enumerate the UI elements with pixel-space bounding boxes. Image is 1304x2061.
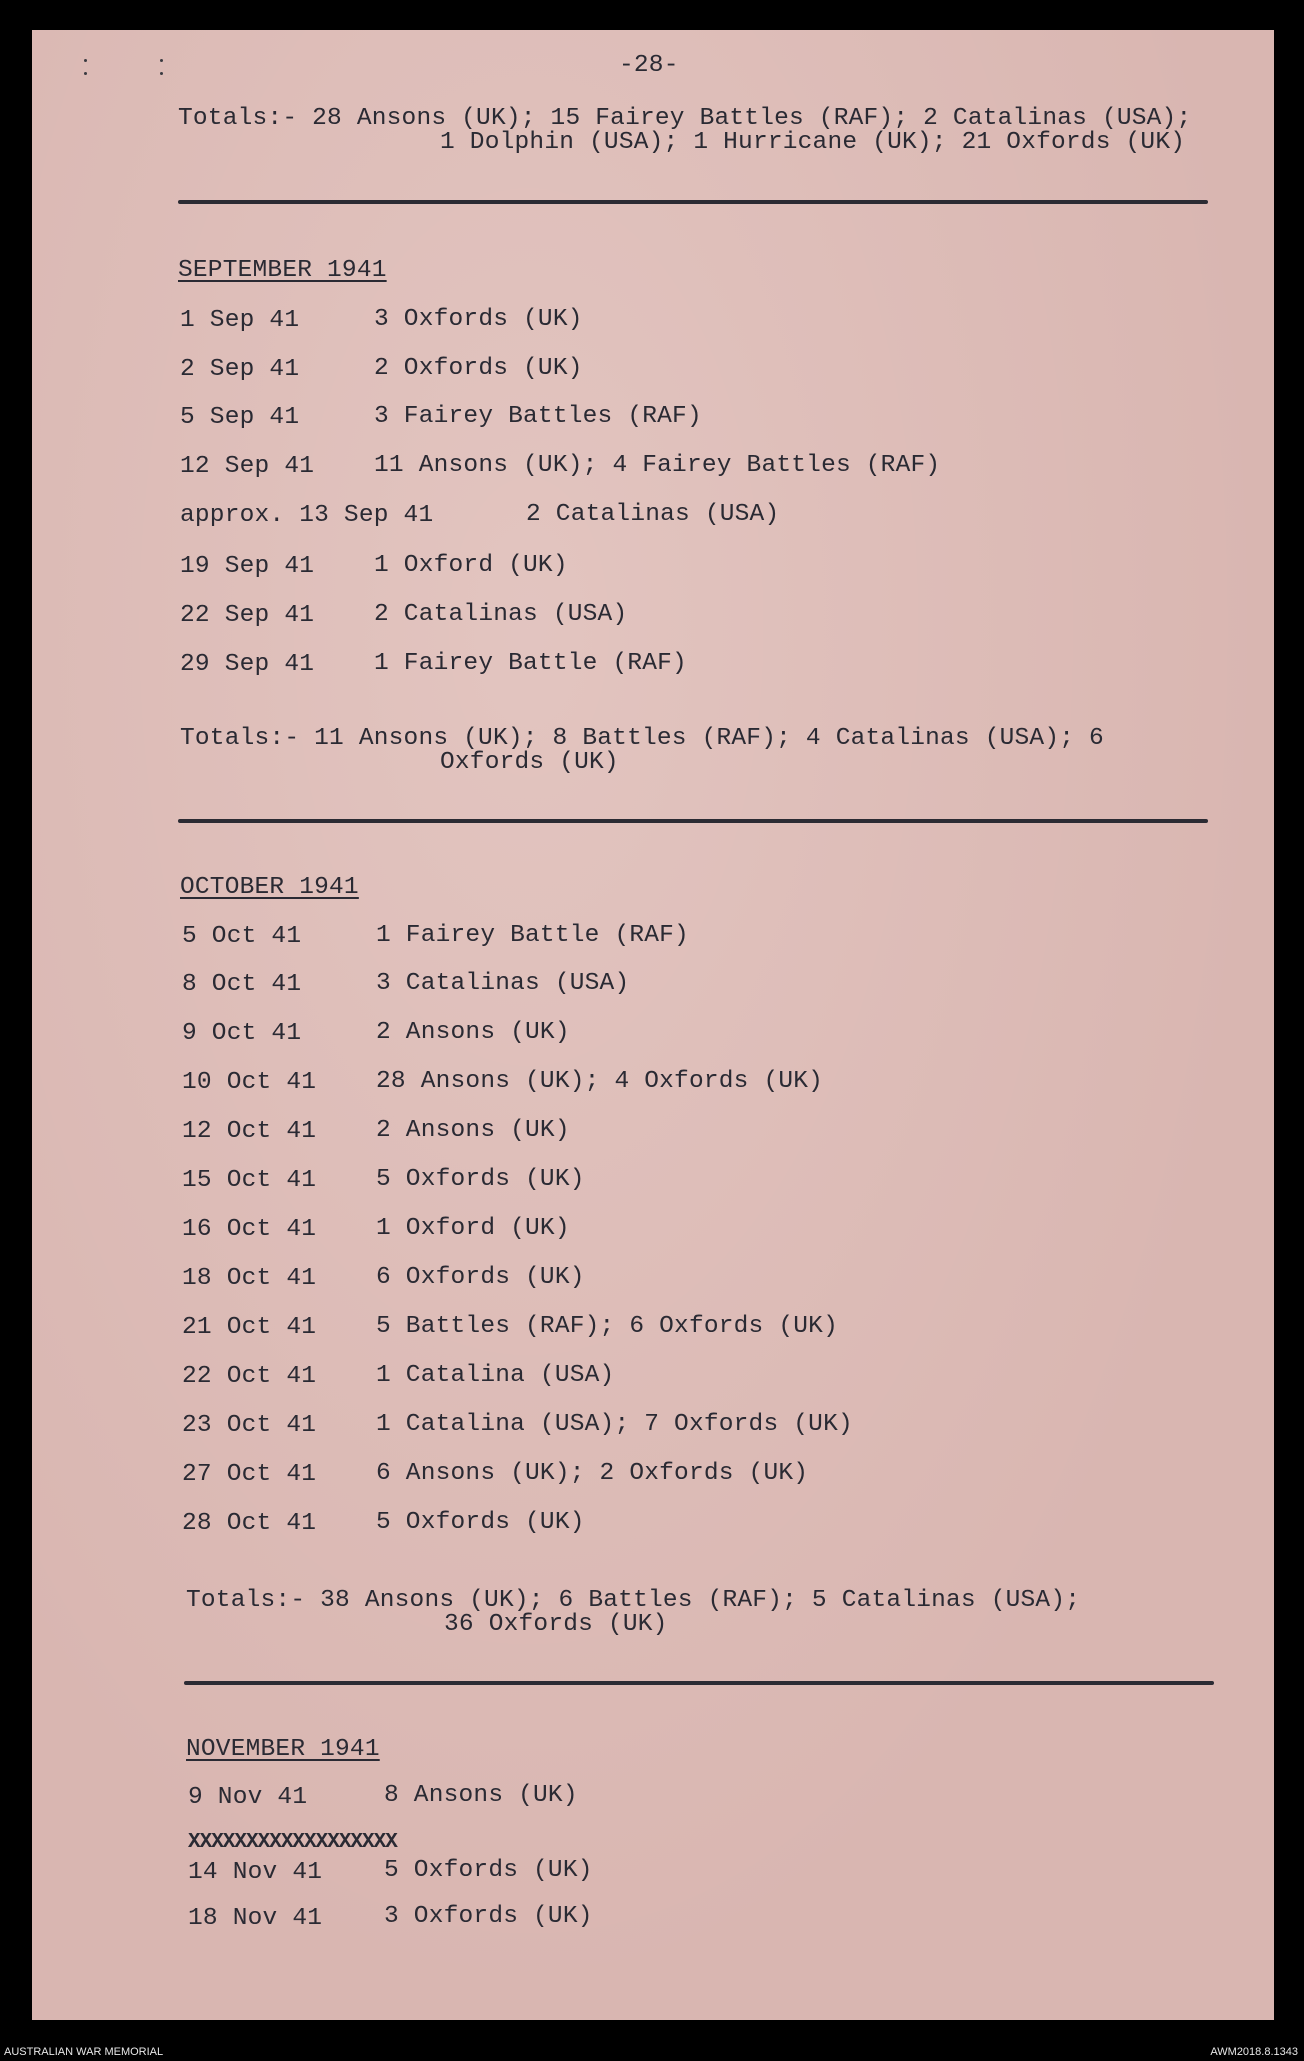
- entry-text: 1 Catalina (USA): [376, 1362, 615, 1389]
- punch-mark: [84, 72, 87, 75]
- entry-date: 8 Oct 41: [182, 971, 302, 998]
- entry-text: 1 Oxford (UK): [374, 552, 568, 579]
- entry-text: 1 Catalina (USA); 7 Oxfords (UK): [376, 1411, 853, 1438]
- punch-mark: [160, 59, 163, 62]
- entry-text: 3 Catalinas (USA): [376, 970, 630, 997]
- entry-date: 16 Oct 41: [182, 1216, 317, 1243]
- entry-date: 12 Sep 41: [180, 453, 315, 480]
- opening-totals-line-2: 1 Dolphin (USA); 1 Hurricane (UK); 21 Oxfords (UK): [440, 129, 1186, 156]
- entry-date: 2 Sep 41: [180, 356, 300, 383]
- entry-date: 18 Nov 41: [188, 1905, 323, 1932]
- entry-date: 29 Sep 41: [180, 651, 315, 678]
- entry-text: 5 Oxfords (UK): [384, 1857, 593, 1884]
- entry-text: 1 Fairey Battle (RAF): [376, 922, 689, 949]
- entry-text: 28 Ansons (UK); 4 Oxfords (UK): [376, 1068, 824, 1095]
- entry-date: 22 Oct 41: [182, 1363, 317, 1390]
- entry-date: 9 Nov 41: [188, 1784, 308, 1811]
- section-divider: [178, 200, 1208, 204]
- entry-date: 23 Oct 41: [182, 1412, 317, 1439]
- section-divider: [178, 819, 1208, 823]
- october-totals-line-2: 36 Oxfords (UK): [444, 1611, 668, 1638]
- section-heading-november: NOVEMBER 1941: [186, 1736, 380, 1763]
- entry-text: 2 Ansons (UK): [376, 1117, 570, 1144]
- entry-text: 3 Fairey Battles (RAF): [374, 403, 702, 430]
- entry-text: 5 Oxfords (UK): [376, 1166, 585, 1193]
- entry-date: 21 Oct 41: [182, 1314, 317, 1341]
- entry-text: 11 Ansons (UK); 4 Fairey Battles (RAF): [374, 452, 941, 479]
- page-number: -28-: [619, 52, 679, 79]
- entry-date: 18 Oct 41: [182, 1265, 317, 1292]
- entry-date: 14 Nov 41: [188, 1859, 323, 1886]
- entry-text: 5 Oxfords (UK): [376, 1509, 585, 1536]
- section-heading-september: SEPTEMBER 1941: [178, 257, 387, 284]
- september-totals-line-1: Totals:- 11 Ansons (UK); 8 Battles (RAF); 4 Catalinas (USA); 6: [180, 725, 1104, 752]
- entry-date: 9 Oct 41: [182, 1020, 302, 1047]
- entry-text: 1 Oxford (UK): [376, 1215, 570, 1242]
- entry-text: 2 Oxfords (UK): [374, 355, 583, 382]
- entry-text: 3 Oxfords (UK): [374, 306, 583, 333]
- entry-date: 27 Oct 41: [182, 1461, 317, 1488]
- entry-text: 2 Catalinas (USA): [526, 501, 780, 528]
- entry-date: approx. 13 Sep 41: [180, 502, 434, 529]
- entry-date: 28 Oct 41: [182, 1510, 317, 1537]
- archive-reference: AWM2018.8.1343: [1210, 2046, 1298, 2058]
- entry-date: 12 Oct 41: [182, 1118, 317, 1145]
- document-page: [32, 30, 1274, 2020]
- section-heading-october: OCTOBER 1941: [180, 874, 359, 901]
- struck-out-line: XXXXXXXXXXXXXXXXXX: [188, 1831, 397, 1854]
- entry-text: 2 Ansons (UK): [376, 1019, 570, 1046]
- october-totals-line-1: Totals:- 38 Ansons (UK); 6 Battles (RAF); 5 Catalinas (USA);: [186, 1587, 1081, 1614]
- entry-date: 19 Sep 41: [180, 553, 315, 580]
- entry-date: 1 Sep 41: [180, 307, 300, 334]
- entry-text: 5 Battles (RAF); 6 Oxfords (UK): [376, 1313, 838, 1340]
- entry-date: 10 Oct 41: [182, 1069, 317, 1096]
- punch-mark: [160, 72, 163, 75]
- entry-text: 6 Ansons (UK); 2 Oxfords (UK): [376, 1460, 809, 1487]
- entry-text: 1 Fairey Battle (RAF): [374, 650, 687, 677]
- entry-text: 2 Catalinas (USA): [374, 601, 628, 628]
- opening-totals-line-1: Totals:- 28 Ansons (UK); 15 Fairey Battles (RAF); 2 Catalinas (USA);: [178, 105, 1192, 132]
- archive-credit: AUSTRALIAN WAR MEMORIAL: [4, 2046, 164, 2058]
- entry-text: 6 Oxfords (UK): [376, 1264, 585, 1291]
- entry-date: 22 Sep 41: [180, 602, 315, 629]
- punch-mark: [84, 59, 87, 62]
- entry-text: 3 Oxfords (UK): [384, 1903, 593, 1930]
- entry-date: 5 Sep 41: [180, 404, 300, 431]
- entry-date: 15 Oct 41: [182, 1167, 317, 1194]
- entry-text: 8 Ansons (UK): [384, 1782, 578, 1809]
- section-divider: [184, 1681, 1214, 1685]
- september-totals-line-2: Oxfords (UK): [440, 749, 619, 776]
- entry-date: 5 Oct 41: [182, 923, 302, 950]
